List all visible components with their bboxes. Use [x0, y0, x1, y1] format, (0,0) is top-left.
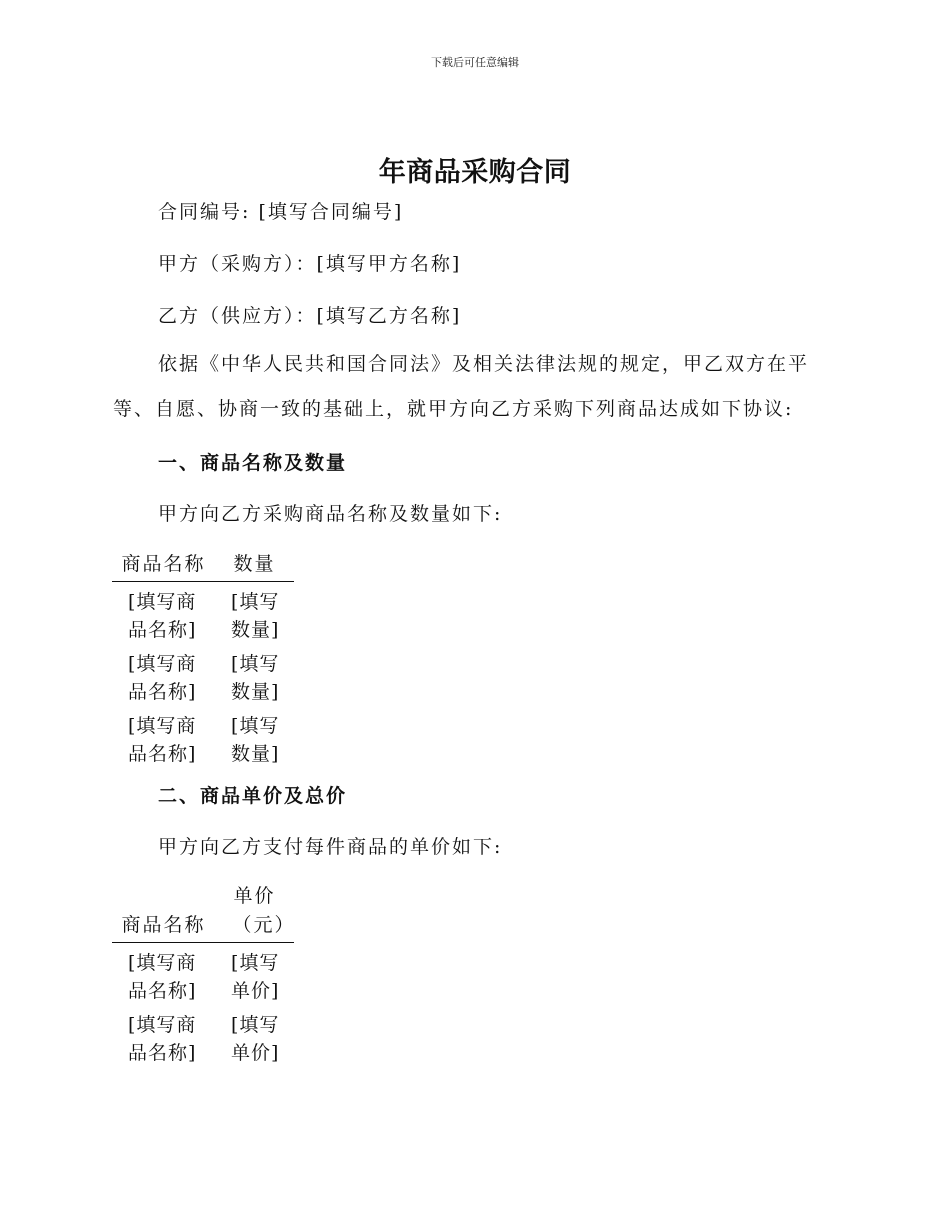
- intro-line-2: 等、自愿、协商一致的基础上，就甲方向乙方采购下列商品达成如下协议:: [113, 398, 794, 420]
- cell-product-name: [填写商品名称]: [128, 653, 197, 703]
- header-product-name: 商品名称: [121, 914, 206, 936]
- party-a: 甲方（采购方）：[填写甲方名称]: [158, 253, 462, 275]
- table-row: [112, 706, 294, 768]
- cell-quantity: [填写数量]: [231, 653, 280, 703]
- intro-paragraph: [113, 342, 838, 432]
- section1-description: 甲方向乙方采购商品名称及数量如下:: [158, 503, 503, 525]
- cell-unit-price: [填写单价]: [231, 952, 280, 1002]
- party-b: 乙方（供应方）：[填写乙方名称]: [158, 305, 462, 327]
- section1-heading: 一、商品名称及数量: [158, 452, 348, 474]
- intro-line-1: 依据《中华人民共和国合同法》及相关法律法规的规定，甲乙双方在平: [158, 353, 810, 375]
- table-row: [112, 943, 294, 1005]
- cell-product-name: [填写商品名称]: [128, 1014, 197, 1064]
- table-row: [112, 644, 294, 706]
- table-header: [112, 882, 294, 943]
- header-product-name: 商品名称: [121, 553, 206, 575]
- section2-description: 甲方向乙方支付每件商品的单价如下:: [158, 836, 503, 858]
- table-row: [112, 1005, 294, 1067]
- document-title: 年商品采购合同: [378, 157, 572, 188]
- header-unit-price: [215, 882, 294, 942]
- cell-product-name: [填写商品名称]: [128, 715, 197, 765]
- cell-product-name: [填写商品名称]: [128, 952, 197, 1002]
- cell-unit-price: [填写单价]: [231, 1014, 280, 1064]
- header-note: 下载后可任意编辑: [431, 56, 519, 69]
- quantity-table: [112, 550, 294, 768]
- cell-quantity: [填写数量]: [231, 591, 280, 641]
- section2-heading: 二、商品单价及总价: [158, 785, 348, 807]
- price-table: [112, 882, 294, 1067]
- contract-number: 合同编号: [填写合同编号]: [158, 201, 404, 223]
- header-quantity: 数量: [233, 553, 276, 575]
- header-unit-price-label: 单价（元）: [232, 885, 296, 936]
- cell-quantity: [填写数量]: [231, 715, 280, 765]
- table-header: [112, 550, 294, 582]
- cell-product-name: [填写商品名称]: [128, 591, 197, 641]
- table-row: [112, 582, 294, 644]
